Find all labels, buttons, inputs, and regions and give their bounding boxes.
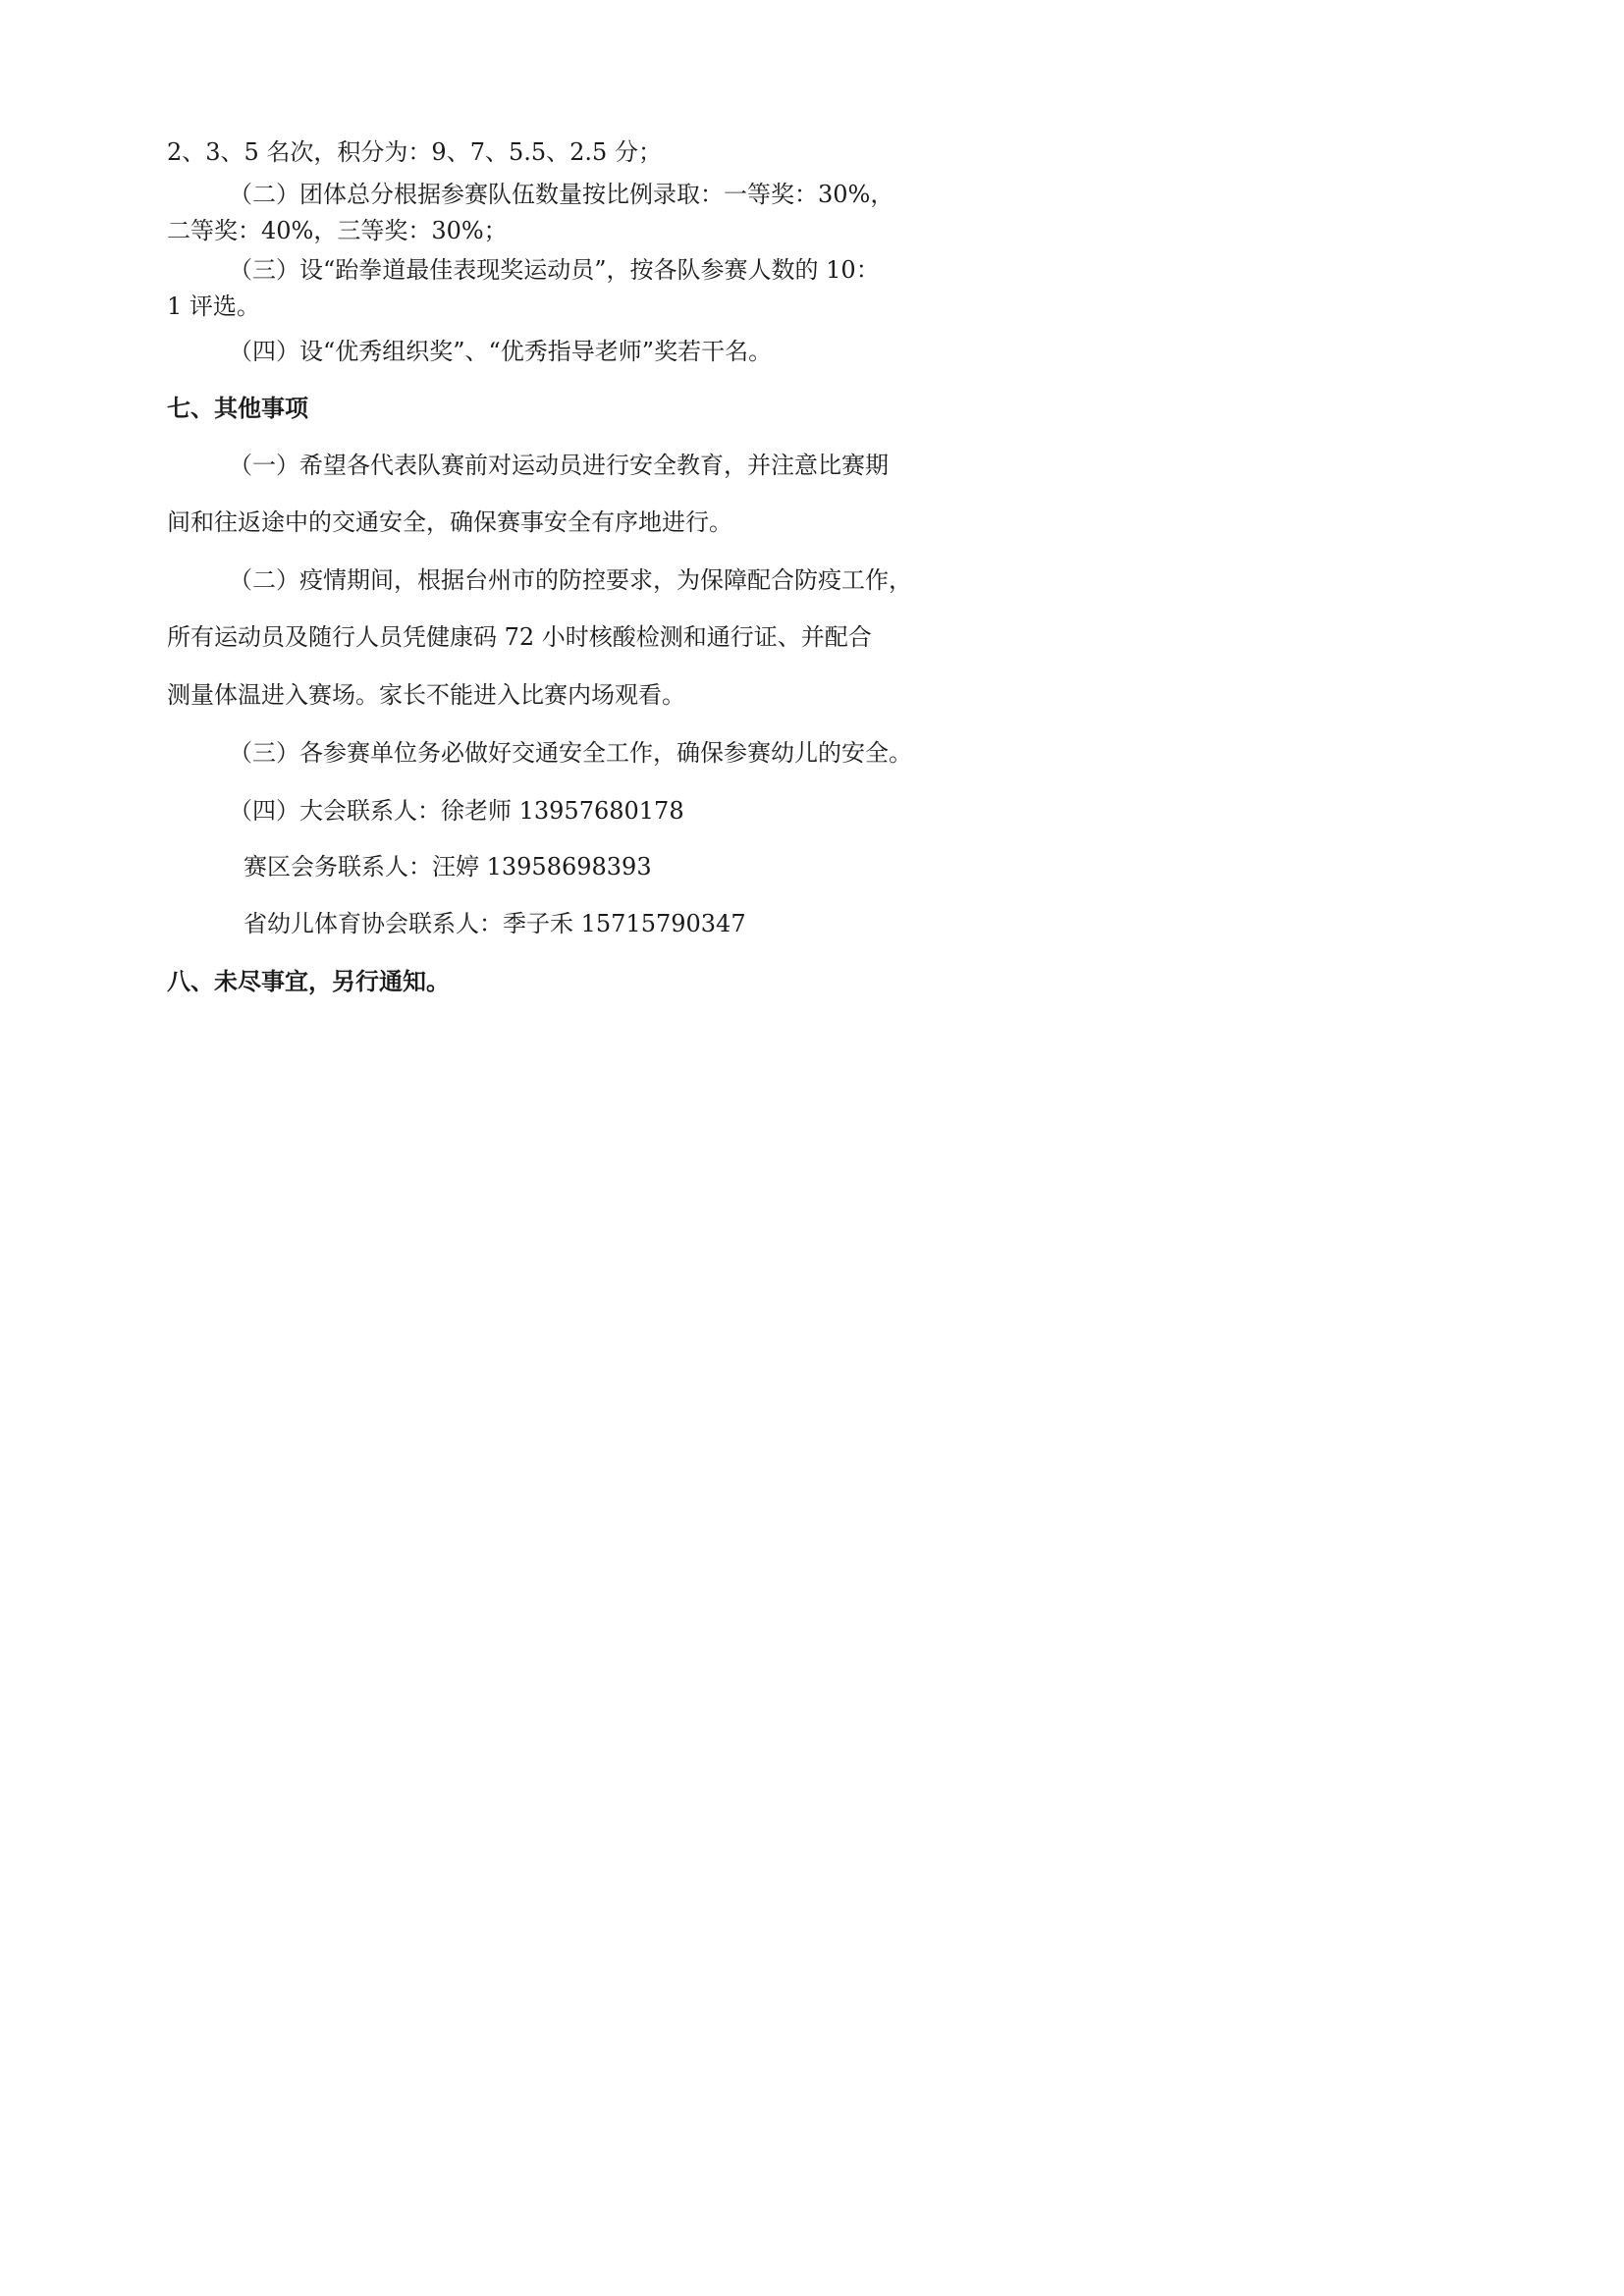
- paragraph-line: 2、3、5 名次，积分为：9、7、5.5、2.5 分；: [167, 138, 662, 166]
- paragraph-line: （二）团体总分根据参赛队伍数量按比例录取：一等奖：30%，: [229, 181, 894, 208]
- paragraph-line: 测量体温进入赛场。家长不能进入比赛内场观看。: [167, 681, 685, 709]
- paragraph-line: 所有运动员及随行人员凭健康码 72 小时核酸检测和通行证、并配合: [167, 623, 872, 651]
- section-heading: 八、未尽事宜，另行通知。: [167, 968, 450, 995]
- section-heading: 七、其他事项: [167, 395, 308, 422]
- paragraph-line: （四）设“优秀组织奖”、“优秀指导老师”奖若干名。: [229, 338, 773, 365]
- paragraph-line: 1 评选。: [167, 293, 260, 320]
- contact-line: （四）大会联系人：徐老师 13957680178: [229, 797, 684, 825]
- paragraph-line: （一）希望各代表队赛前对运动员进行安全教育，并注意比赛期: [229, 452, 889, 479]
- paragraph-line: 间和往返途中的交通安全，确保赛事安全有序地进行。: [167, 508, 732, 536]
- paragraph-line: （三）各参赛单位务必做好交通安全工作，确保参赛幼儿的安全。: [229, 739, 912, 767]
- contact-line: 省幼儿体育协会联系人：季子禾 15715790347: [244, 910, 746, 937]
- contact-line: 赛区会务联系人：汪婷 13958698393: [244, 853, 652, 881]
- paragraph-line: 二等奖：40%，三等奖：30%；: [167, 217, 508, 244]
- paragraph-line: （二）疫情期间，根据台州市的防控要求，为保障配合防疫工作，: [229, 566, 912, 594]
- paragraph-line: （三）设“跆拳道最佳表现奖运动员”，按各队参赛人数的 10：: [229, 256, 880, 284]
